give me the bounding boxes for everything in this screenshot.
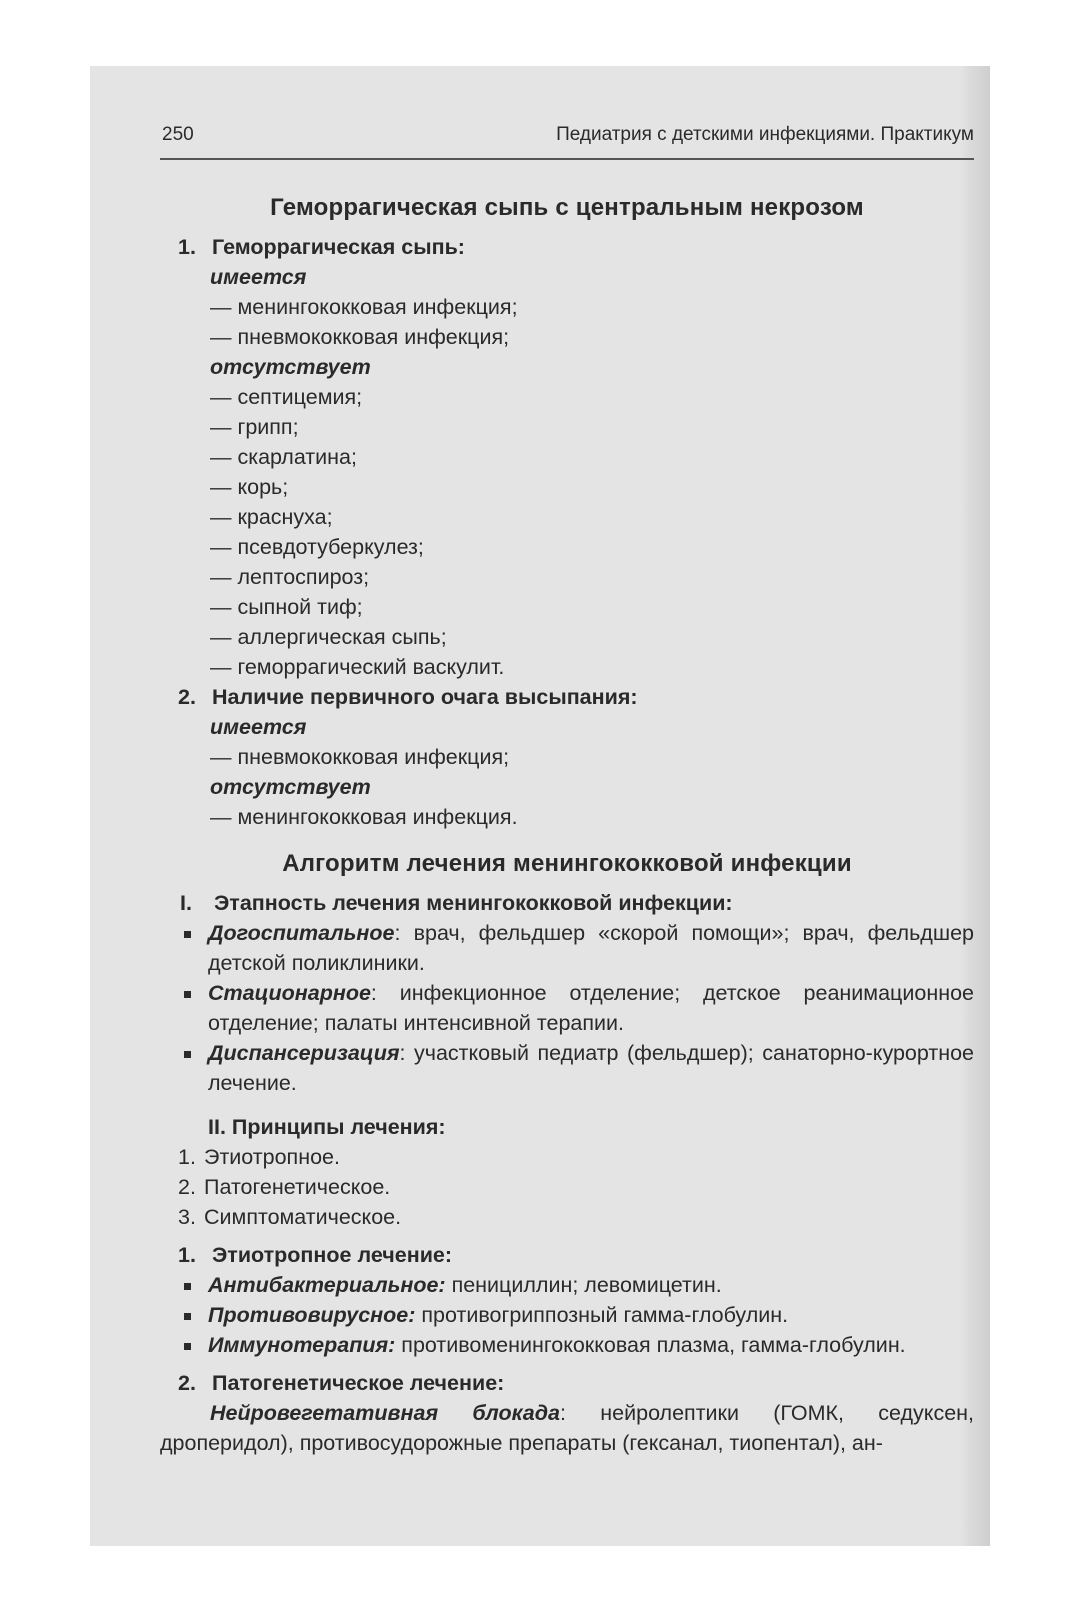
section-title-treatment-algorithm: Алгоритм лечения менингококковой инфекции: [282, 850, 852, 877]
etiotropic-label: Этиотропное лечение:: [212, 1243, 453, 1267]
list-item: — корь;: [210, 475, 289, 499]
principle-text: Симптоматическое.: [204, 1205, 402, 1229]
q2-present-label: имеется: [210, 715, 307, 739]
running-title: Педиатрия с детскими инфекциями. Практикум: [556, 124, 974, 145]
list-item: — менингококковая инфекция.: [210, 805, 518, 829]
paragraph-text: : нейролептики (ГОМК, седуксен, дроперидол), противосудорожные препараты (гексанал, тиопентал), ан-: [160, 1401, 974, 1455]
list-item: — аллергическая сыпь;: [210, 625, 447, 649]
bullet-item: [160, 1330, 974, 1360]
question-1-number: 1.: [178, 235, 196, 259]
bullet-text: пенициллин; левомицетин.: [445, 1273, 722, 1297]
bullet-square-icon: [184, 1051, 191, 1058]
spacer: [160, 1360, 974, 1368]
bullet-text: : инфекционное отделение; детское реанимационное отделение; палаты интенсивной терапии.: [208, 981, 974, 1035]
principle-number: 3.: [178, 1205, 196, 1229]
pathogenetic-heading: [160, 1368, 974, 1398]
bullet-item: [160, 1300, 974, 1330]
q1-absent-label: отсутствует: [210, 355, 371, 379]
list-item: — пневмококковая инфекция;: [210, 325, 510, 349]
principle-text: Патогенетическое.: [204, 1175, 391, 1199]
bullet-term: Догоспитальное: [208, 921, 395, 945]
list-item: — геморрагический васкулит.: [210, 655, 505, 679]
etiotropic-heading: [160, 1240, 974, 1270]
bullet-square-icon: [184, 931, 191, 938]
principle-number: 2.: [178, 1175, 196, 1199]
list-item: — грипп;: [210, 415, 299, 439]
question-2-number: 2.: [178, 685, 196, 709]
list-item: — краснуха;: [210, 505, 333, 529]
pathogenetic-label: Патогенетическое лечение:: [212, 1371, 505, 1395]
bullet-item: [160, 1038, 974, 1098]
bullet-text: : врач, фельдшер «скорой помощи»; врач, фельдшер детской поликлиники.: [208, 921, 974, 975]
list-item: — сыпной тиф;: [210, 595, 363, 619]
question-1-label: Геморрагическая сыпь:: [212, 235, 465, 259]
bullet-square-icon: [184, 1313, 191, 1320]
q2-absent-label: отсутствует: [210, 775, 371, 799]
principle-item: [160, 1142, 974, 1172]
pathogenetic-paragraph: [160, 1398, 974, 1458]
principle-number: 1.: [178, 1145, 196, 1169]
paragraph-term: Нейровегетативная блокада: [210, 1401, 561, 1425]
question-2-heading: [160, 682, 974, 712]
principles-heading: II. Принципы лечения:: [208, 1115, 446, 1139]
stages-label: Этапность лечения менингококковой инфекции:: [214, 891, 733, 915]
spacer: [160, 1232, 974, 1240]
principle-item: [160, 1172, 974, 1202]
bullet-term: Диспансеризация: [208, 1041, 400, 1065]
list-item: — псевдотуберкулез;: [210, 535, 424, 559]
question-1-heading: [160, 232, 974, 262]
bullet-square-icon: [184, 1343, 191, 1350]
page-header: [160, 124, 974, 154]
stages-number: I.: [180, 891, 192, 915]
bullet-text: : участковый педиатр (фельдшер); санаторно-курортное лечение.: [208, 1041, 974, 1095]
list-item: — менингококковая инфекция;: [210, 295, 518, 319]
bullet-text: противогриппозный гамма-глобулин.: [415, 1303, 789, 1327]
etiotropic-number: 1.: [178, 1243, 196, 1267]
bullet-item: [160, 918, 974, 978]
page-number: 250: [162, 124, 194, 145]
list-item: — лептоспироз;: [210, 565, 370, 589]
header-rule: [160, 158, 974, 160]
bullet-text: противоменингококковая плазма, гамма-глобулин.: [395, 1333, 906, 1357]
page-content: [160, 190, 974, 1458]
q1-present-label: имеется: [210, 265, 307, 289]
principle-text: Этиотропное.: [204, 1145, 340, 1169]
bullet-term: Иммунотерапия:: [208, 1333, 396, 1357]
stages-heading: [160, 888, 974, 918]
list-item: — скарлатина;: [210, 445, 357, 469]
bullet-square-icon: [184, 1283, 191, 1290]
bullet-term: Противовирусное:: [208, 1303, 416, 1327]
section-title-hemorrhagic-rash: Геморрагическая сыпь с центральным некрозом: [270, 194, 864, 221]
pathogenetic-number: 2.: [178, 1371, 196, 1395]
bullet-square-icon: [184, 991, 191, 998]
bullet-term: Стационарное: [208, 981, 371, 1005]
bullet-term: Антибактериальное:: [208, 1273, 446, 1297]
principle-item: [160, 1202, 974, 1232]
bullet-item: [160, 1270, 974, 1300]
list-item: — септицемия;: [210, 385, 363, 409]
bullet-item: [160, 978, 974, 1038]
list-item: — пневмококковая инфекция;: [210, 745, 510, 769]
question-2-label: Наличие первичного очага высыпания:: [212, 685, 638, 709]
